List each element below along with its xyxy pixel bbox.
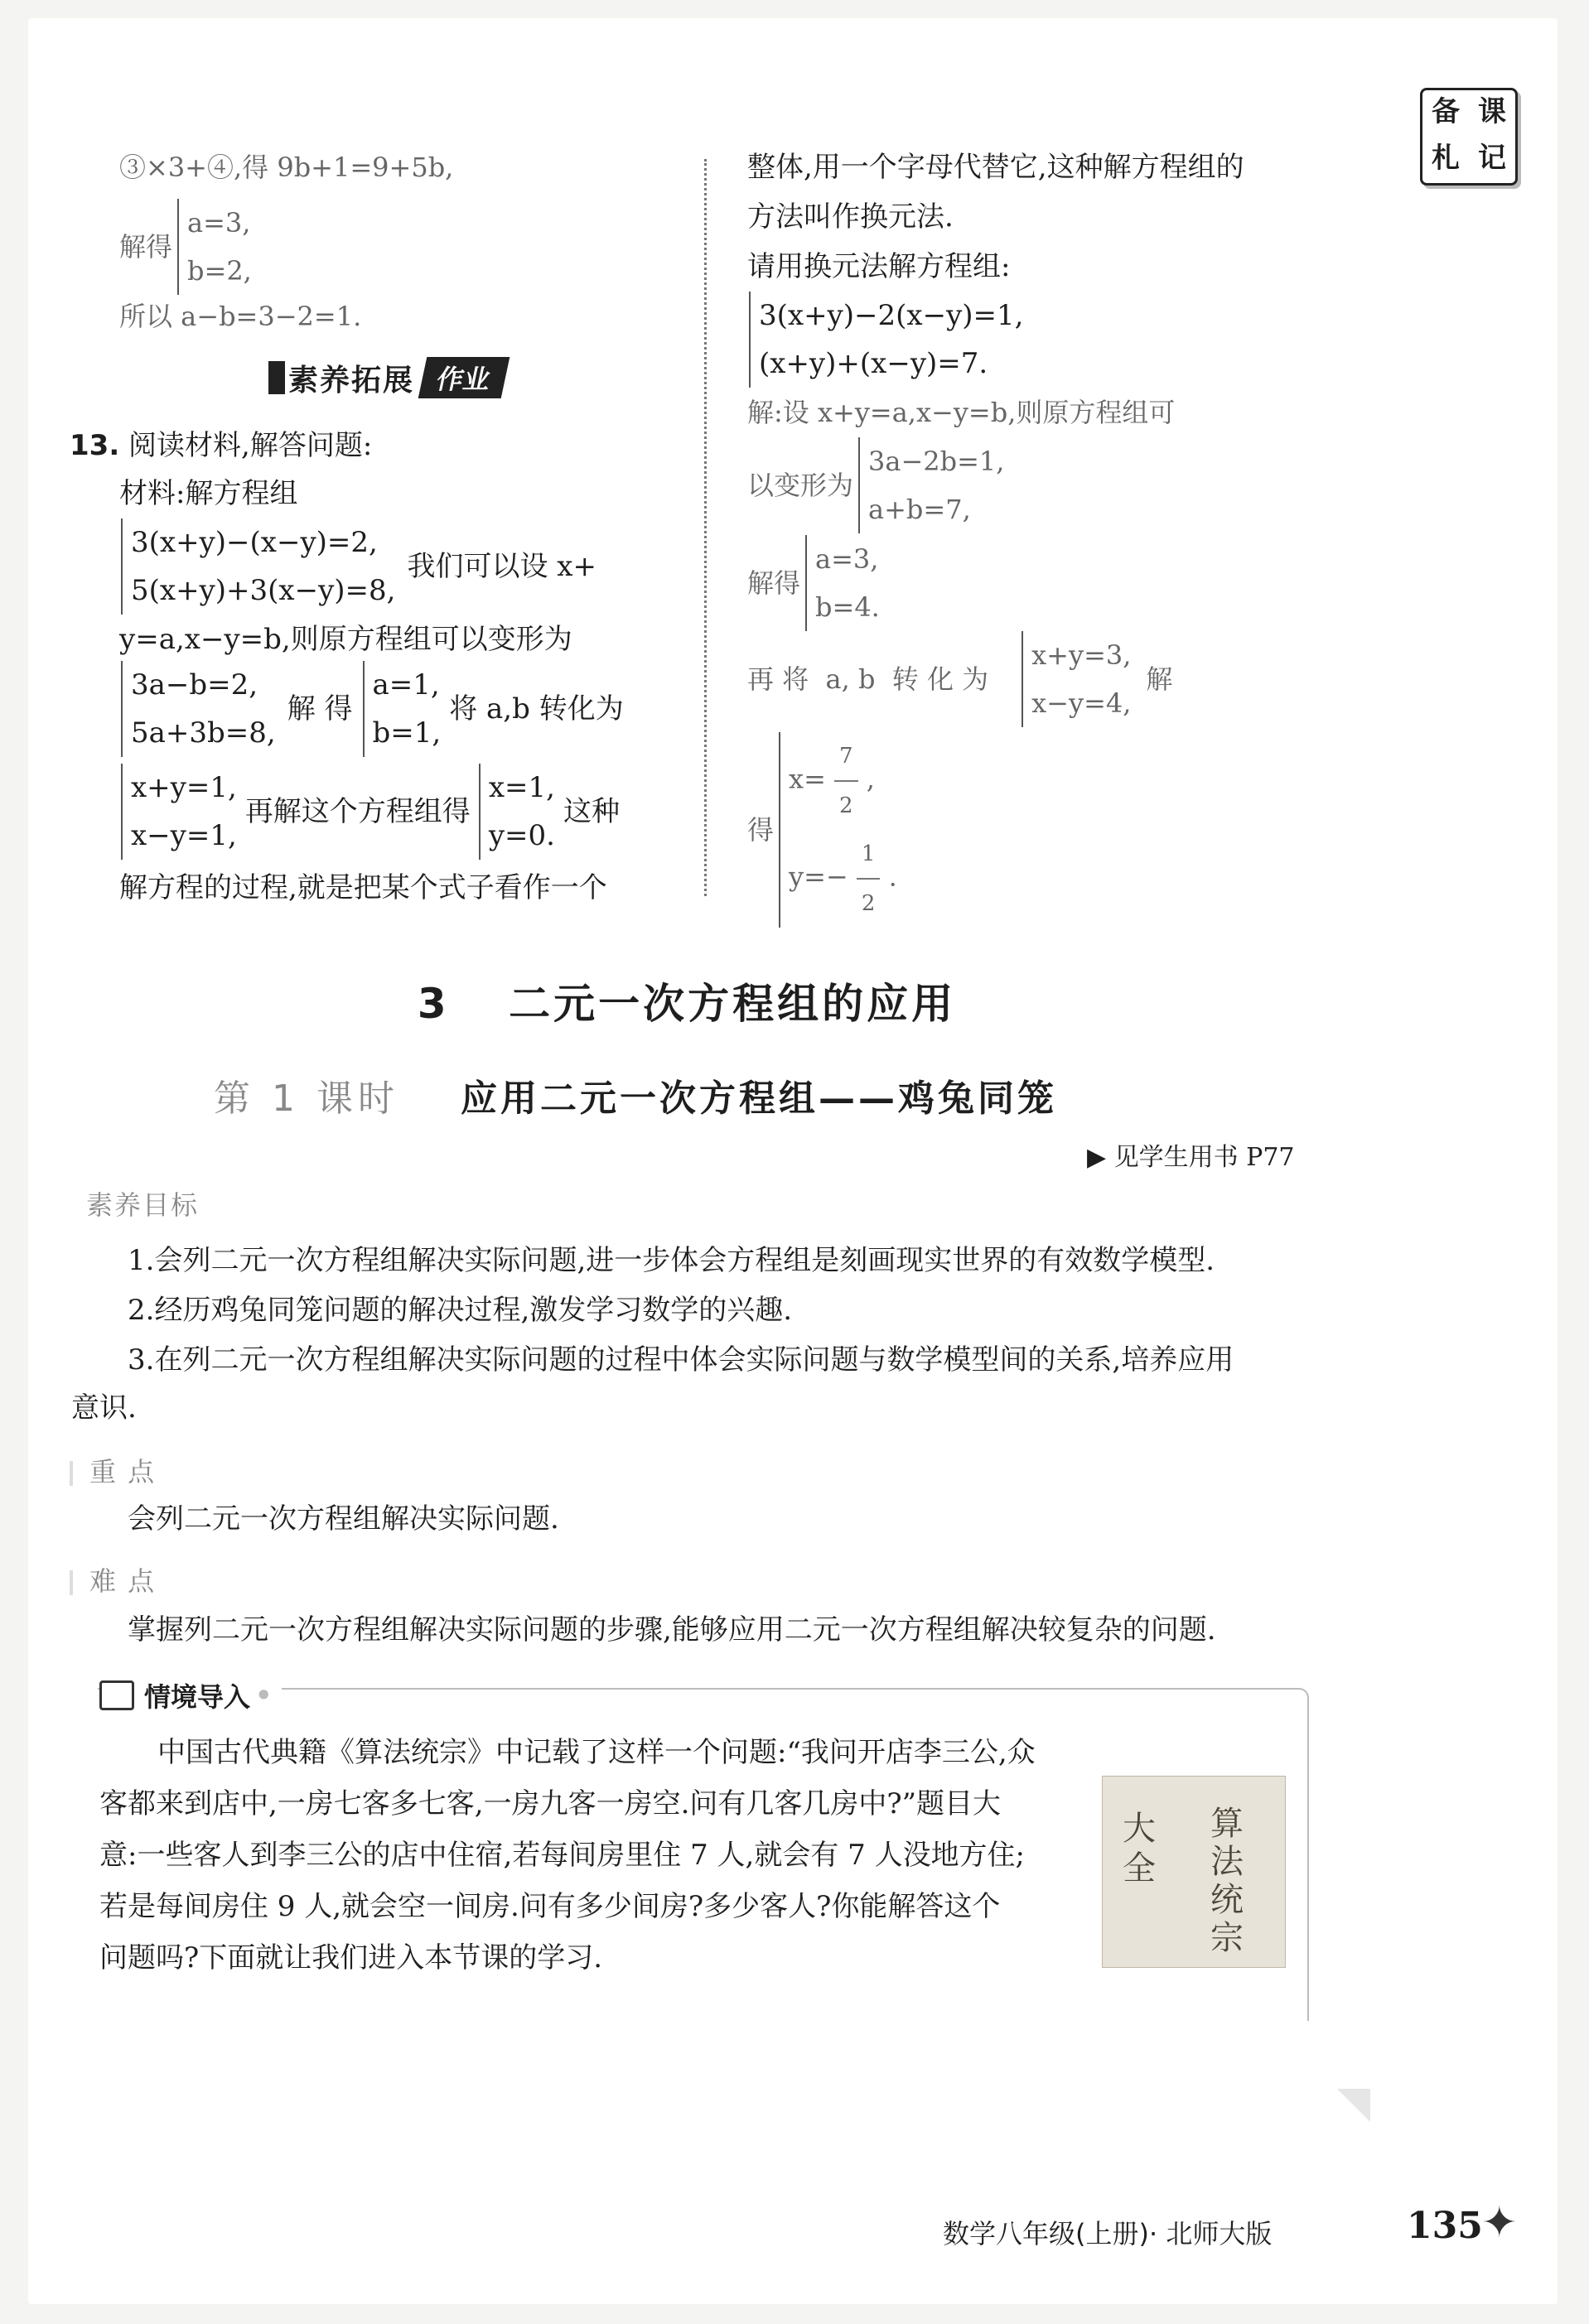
text: 解 得 <box>287 692 353 726</box>
page-fold-decoration <box>1337 2089 1370 2122</box>
equation-x <box>789 732 897 830</box>
heading-text: 难 点 <box>89 1565 157 1597</box>
answer-system <box>119 199 252 295</box>
equation: 5a+3b=8, <box>131 716 276 750</box>
text: 解得 <box>747 567 801 599</box>
scene-line: 意:一些客人到李三公的店中住宿,若每间房里住 7 人,就会有 7 人没地方住; <box>99 1839 1026 1872</box>
equation: x−y=1, <box>131 819 237 852</box>
key-point-heading <box>70 1451 156 1489</box>
ref-text: 见学生用书 P77 <box>1113 1143 1295 1172</box>
lesson-label: 第 1 课时 <box>214 1078 399 1120</box>
goal-item-cont: 意识. <box>71 1391 137 1425</box>
equation: y=0. <box>488 819 555 852</box>
dot-icon: • <box>255 1680 273 1711</box>
triangle-right-icon: ▶ <box>1087 1143 1107 1172</box>
badge-char: 记 <box>1478 142 1506 175</box>
badge-char: 备 <box>1432 95 1460 128</box>
equation: a+b=7, <box>868 494 971 525</box>
extension-header <box>268 356 505 399</box>
equation: x−y=4, <box>1031 687 1132 719</box>
answer-system <box>747 631 1172 727</box>
goal-item: 2.经历鸡兔同笼问题的解决过程,激发学习数学的兴趣. <box>128 1294 793 1327</box>
footer-book-title: 数学八年级(上册)· 北师大版 <box>943 2218 1273 2249</box>
lesson-name: 应用二元一次方程组——鸡兔同笼 <box>460 1078 1057 1120</box>
column-divider <box>704 159 707 896</box>
goals-heading: 素养目标 <box>86 1189 200 1221</box>
lesson-title <box>214 1068 1057 1121</box>
equation-system <box>749 292 1023 388</box>
denominator: 2 <box>839 793 853 818</box>
denominator: 2 <box>861 891 876 916</box>
homework-tag: 作业 <box>418 357 510 398</box>
text-line: 解方程的过程,就是把某个式子看作一个 <box>119 871 607 904</box>
extension-icon <box>268 361 285 394</box>
punct: . <box>888 861 897 893</box>
answer-system <box>747 535 880 631</box>
page-number: 135 <box>1407 2205 1483 2247</box>
numerator: 1 <box>857 830 881 880</box>
question-text: 阅读材料,解答问题: <box>128 429 373 462</box>
answer-line: 解:设 x+y=a,x−y=b,则原方程组可 <box>747 397 1176 428</box>
text-line: 整体,用一个字母代替它,这种解方程组的 <box>747 151 1244 184</box>
scene-line: 若是每间房住 9 人,就会空一间房.问有多少间房?多少客人?你能解答这个 <box>99 1890 1001 1923</box>
section-number: 3 <box>417 980 450 1028</box>
equation: 3a−2b=1, <box>868 446 1005 477</box>
text: 解 <box>1146 663 1173 695</box>
bar-marker <box>70 1461 73 1486</box>
text-line: 请用换元法解方程组: <box>747 250 1011 283</box>
scene-heading <box>99 1676 282 1714</box>
equation: 3a−b=2, <box>131 668 258 702</box>
lhs: y=− <box>789 861 848 893</box>
scene-line: 中国古代典籍《算法统宗》中记载了这样一个问题:“我问开店李三公,众 <box>157 1736 1036 1769</box>
equation: x+y=3, <box>1031 639 1132 671</box>
equation: b=2, <box>187 255 252 287</box>
text: 再解这个方程组得 <box>244 795 471 828</box>
goal-item: 3.在列二元一次方程组解决实际问题的过程中体会实际问题与数学模型间的关系,培养应用 <box>128 1343 1234 1377</box>
scene-line: 问题吗?下面就让我们进入本节课的学习. <box>99 1941 603 1974</box>
answer-system <box>747 437 1004 533</box>
solve-label: 解得 <box>119 231 173 263</box>
screen-icon <box>99 1680 134 1710</box>
equation: 5(x+y)+3(x−y)=8, <box>131 574 396 607</box>
text: 将 a,b 转化为 <box>449 692 624 726</box>
star-icon: ✦ <box>1481 2198 1518 2248</box>
equation-system-2 <box>121 661 624 757</box>
equation: 3(x+y)−(x−y)=2, <box>131 526 378 559</box>
punct: , <box>866 763 875 795</box>
material-label: 材料:解方程组 <box>119 477 298 510</box>
equation: x=1, <box>488 771 555 804</box>
text-line: 方法叫作换元法. <box>747 200 954 234</box>
equation-system-1 <box>121 518 596 615</box>
goal-item: 1.会列二元一次方程组解决实际问题,进一步体会方程组是刻画现实世界的有效数学模型. <box>128 1244 1215 1277</box>
badge-char: 课 <box>1478 95 1506 128</box>
answer-line: 所以 a−b=3−2=1. <box>119 301 362 332</box>
book-char: 全 <box>1123 1849 1156 1888</box>
fraction <box>857 830 881 928</box>
book-char: 统 <box>1210 1881 1244 1919</box>
text: 我们可以设 x+ <box>407 550 596 583</box>
book-char: 法 <box>1210 1843 1244 1881</box>
equation-y <box>789 830 897 928</box>
question-number: 13. <box>70 429 120 462</box>
text-line: y=a,x−y=b,则原方程组可以变形为 <box>119 623 572 656</box>
answer-system <box>747 732 897 928</box>
equation: b=4. <box>815 591 880 623</box>
lesson-notes-badge <box>1420 88 1518 186</box>
section-title <box>28 971 1345 1030</box>
badge-char: 札 <box>1432 142 1460 175</box>
text: 得 <box>747 814 775 846</box>
book-char: 大 <box>1123 1810 1156 1848</box>
question-13 <box>70 421 372 470</box>
equation: a=3, <box>815 543 879 575</box>
book-char: 算 <box>1210 1805 1244 1843</box>
key-point-text: 会列二元一次方程组解决实际问题. <box>128 1502 559 1536</box>
scene-line: 客都来到店中,一房七客多七客,一房九客一房空.问有几客几房中?”题目大 <box>99 1787 1002 1820</box>
equation: x+y=1, <box>131 771 237 804</box>
student-book-ref <box>1087 1136 1295 1173</box>
text: 以变形为 <box>747 470 854 501</box>
extension-title: 素养拓展 <box>288 363 415 398</box>
section-name: 二元一次方程组的应用 <box>509 980 957 1028</box>
book-char: 宗 <box>1210 1919 1244 1957</box>
text: 再 将 a, b 转 化 为 <box>747 663 989 695</box>
equation: (x+y)+(x−y)=7. <box>759 347 988 380</box>
heading-text: 重 点 <box>89 1456 157 1487</box>
equation-system-3 <box>121 764 620 860</box>
bar-marker <box>70 1570 73 1595</box>
equation: 3(x+y)−2(x−y)=1, <box>759 299 1024 332</box>
equation: a=1, <box>372 668 440 702</box>
fraction <box>834 732 858 830</box>
equation: b=1, <box>372 716 442 750</box>
difficulty-heading <box>70 1560 156 1598</box>
scene-title: 情境导入 <box>144 1681 251 1713</box>
equation: a=3, <box>187 207 251 239</box>
answer-line: ③×3+④,得 9b+1=9+5b, <box>119 152 454 183</box>
numerator: 7 <box>834 732 858 782</box>
page <box>28 18 1558 2304</box>
lhs: x= <box>789 763 826 795</box>
difficulty-text: 掌握列二元一次方程组解决实际问题的步骤,能够应用二元一次方程组解决较复杂的问题. <box>128 1613 1216 1647</box>
text: 这种 <box>563 795 620 828</box>
ancient-book-image <box>1102 1776 1286 1968</box>
